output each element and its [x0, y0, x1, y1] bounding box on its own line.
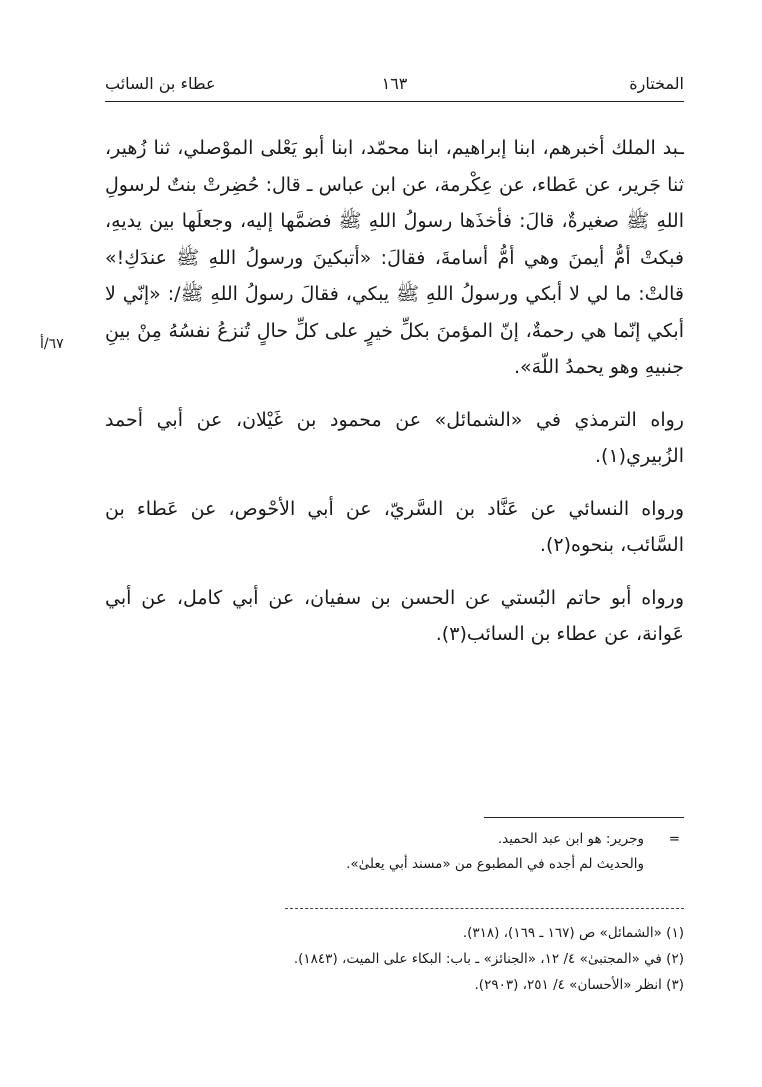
continuation-line: والحديث لم أجده في المطبوع من «مسند أبي يعلىٰ».	[346, 856, 644, 872]
footnote-divider	[484, 817, 684, 818]
main-text	[105, 130, 684, 653]
nasai-paragraph: ورواه النسائي عن عَنَّاد بن السَّريّ، عن أبي الأحْوص، عن عَطاء بن السَّائب، بنحوه(٢).	[105, 497, 684, 556]
footnotes	[105, 920, 684, 998]
footnote-1: (١) «الشمائل» ص (١٦٧ ـ ١٦٩)، (٣١٨).	[462, 925, 684, 941]
hadith-paragraph: ـبد الملك أخبرهم، ابنا إبراهيم، ابنا محمّد، ابنا أبو يَعْلى الموْصلي، ثنا زُهير، ثنا جَرير، عن عَطاء، عن عِكْرمة، عن ابن عباس ـ قال: حُضِرتْ بنتٌ لرسولِ اللهِ ﷺ صغيرةٌ، قالَ: فأخذَها رسولُ اللهِ ﷺ فضمَّها إليه، وجعلَها بين يديهِ، فبكتْ أمُّ أيمنَ وهي أمُّ أسامةَ، فقالَ: «أتبكينَ ورسولُ اللهِ ﷺ عندَكِ!» قالتْ: ما لي لا أبكي ورسولُ اللهِ ﷺ يبكي، فقالَ رسولُ اللهِ ﷺ/: «إنّي لا أبكي إنّما هي رحمةٌ، إنّ المؤمنَ بكلِّ خيرٍ على كلِّ حالٍ تُنزعُ نفسُهُ مِنْ بينِ جنبيهِ وهو يحمدُ اللّهَ».	[105, 137, 684, 378]
continuation-line: وجرير: هو ابن عبد الحميد.	[497, 831, 644, 847]
footnote-2: (٢) في «المجتبىٰ» ٤/ ١٢، «الجنائز» ـ باب: البكاء على الميت، (١٨٤٣).	[293, 951, 684, 967]
footnote-3: (٣) انظر «الأحسان» ٤/ ٢٥١، (٢٩٠٣).	[474, 977, 684, 993]
header-book-title: المختارة	[629, 74, 684, 93]
tirmidhi-paragraph: رواه الترمذي في «الشمائل» عن محمود بن غَيْلان، عن أبي أحمد الزُبيري(١).	[105, 408, 684, 467]
page-header	[105, 70, 684, 100]
header-divider	[105, 101, 684, 102]
footnote-dashed-divider	[285, 908, 684, 909]
continuation-marker: =	[668, 831, 680, 847]
busti-paragraph: ورواه أبو حاتم البُستي عن الحسن بن سفيان، عن أبي كامل، عن أبي عَوانة، عن عطاء بن السائب(٣).	[105, 586, 684, 645]
footnote-continuation	[105, 827, 684, 877]
margin-folio-note: ٦٧/أ	[40, 336, 64, 352]
page-number: ١٦٣	[381, 74, 408, 93]
header-section-title: عطاء بن السائب	[105, 74, 216, 93]
